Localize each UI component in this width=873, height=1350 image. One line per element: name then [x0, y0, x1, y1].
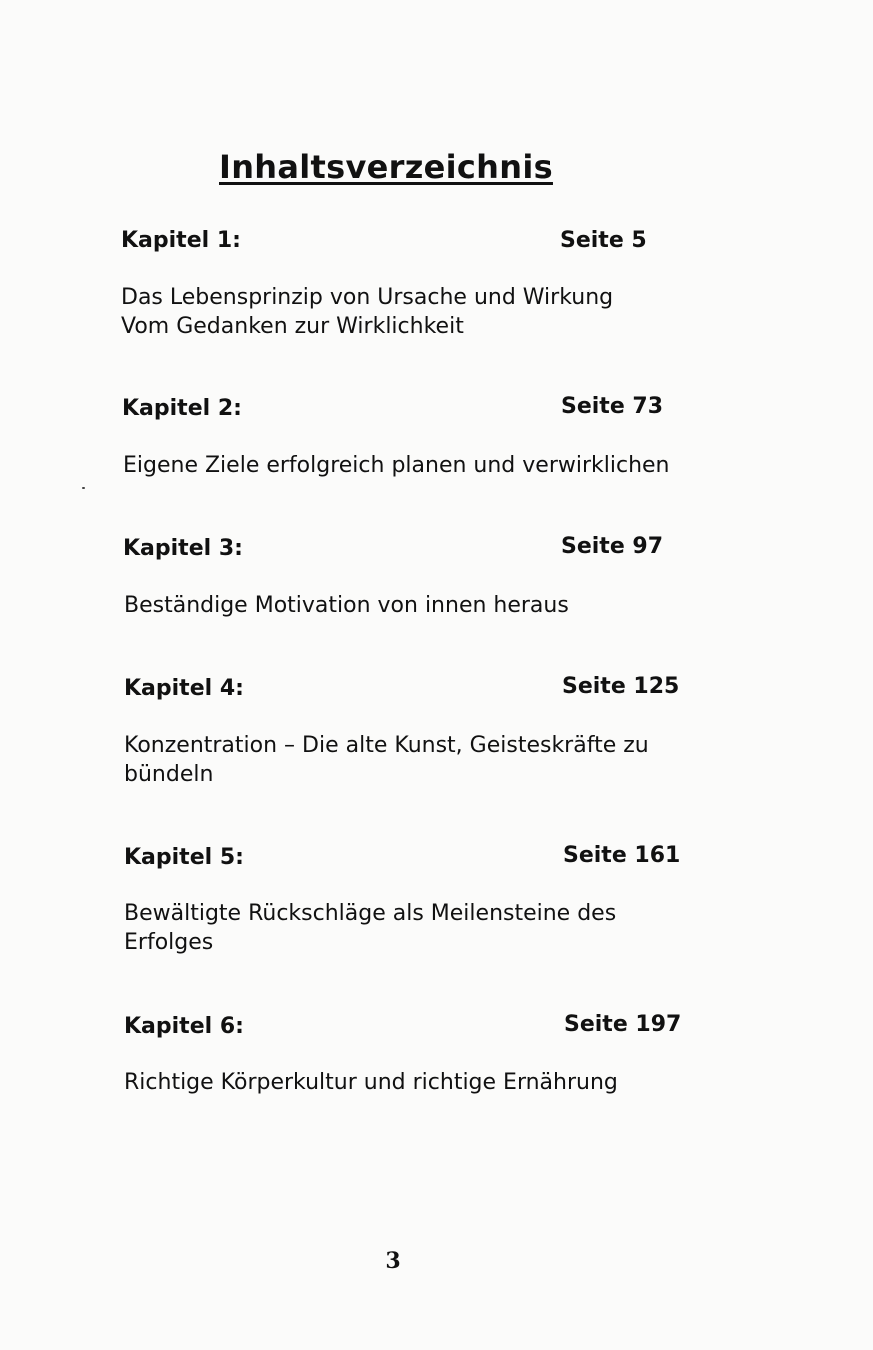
- chapter-description: Richtige Körperkultur und richtige Ernährung: [124, 1070, 618, 1095]
- chapter-page: Seite 73: [561, 394, 664, 419]
- chapter-description: Bewältigte Rückschläge als Meilensteine des Erfolges: [124, 901, 617, 955]
- chapter-description: Konzentration – Die alte Kunst, Geisteskräfte zu bündeln: [124, 733, 649, 787]
- chapter-label: Kapitel 3:: [123, 536, 243, 561]
- chapter-page: Seite 97: [561, 534, 664, 559]
- chapter-label: Kapitel 2:: [122, 396, 242, 421]
- chapter-label: Kapitel 1:: [121, 228, 241, 253]
- chapter-label: Kapitel 5:: [124, 845, 244, 870]
- chapter-page: Seite 5: [560, 228, 647, 253]
- chapter-label: Kapitel 4:: [124, 676, 244, 701]
- page-number: 3: [385, 1248, 401, 1274]
- chapter-description: Das Lebensprinzip von Ursache und Wirkung Vom Gedanken zur Wirklichkeit: [121, 285, 614, 339]
- scan-speck: [82, 487, 85, 489]
- chapter-description: Eigene Ziele erfolgreich planen und verwirklichen: [123, 453, 670, 478]
- chapter-page: Seite 161: [563, 843, 681, 868]
- page-title: Inhaltsverzeichnis: [219, 148, 553, 186]
- chapter-page: Seite 125: [562, 674, 680, 699]
- chapter-label: Kapitel 6:: [124, 1014, 244, 1039]
- chapter-description: Beständige Motivation von innen heraus: [124, 593, 569, 618]
- chapter-page: Seite 197: [564, 1012, 682, 1037]
